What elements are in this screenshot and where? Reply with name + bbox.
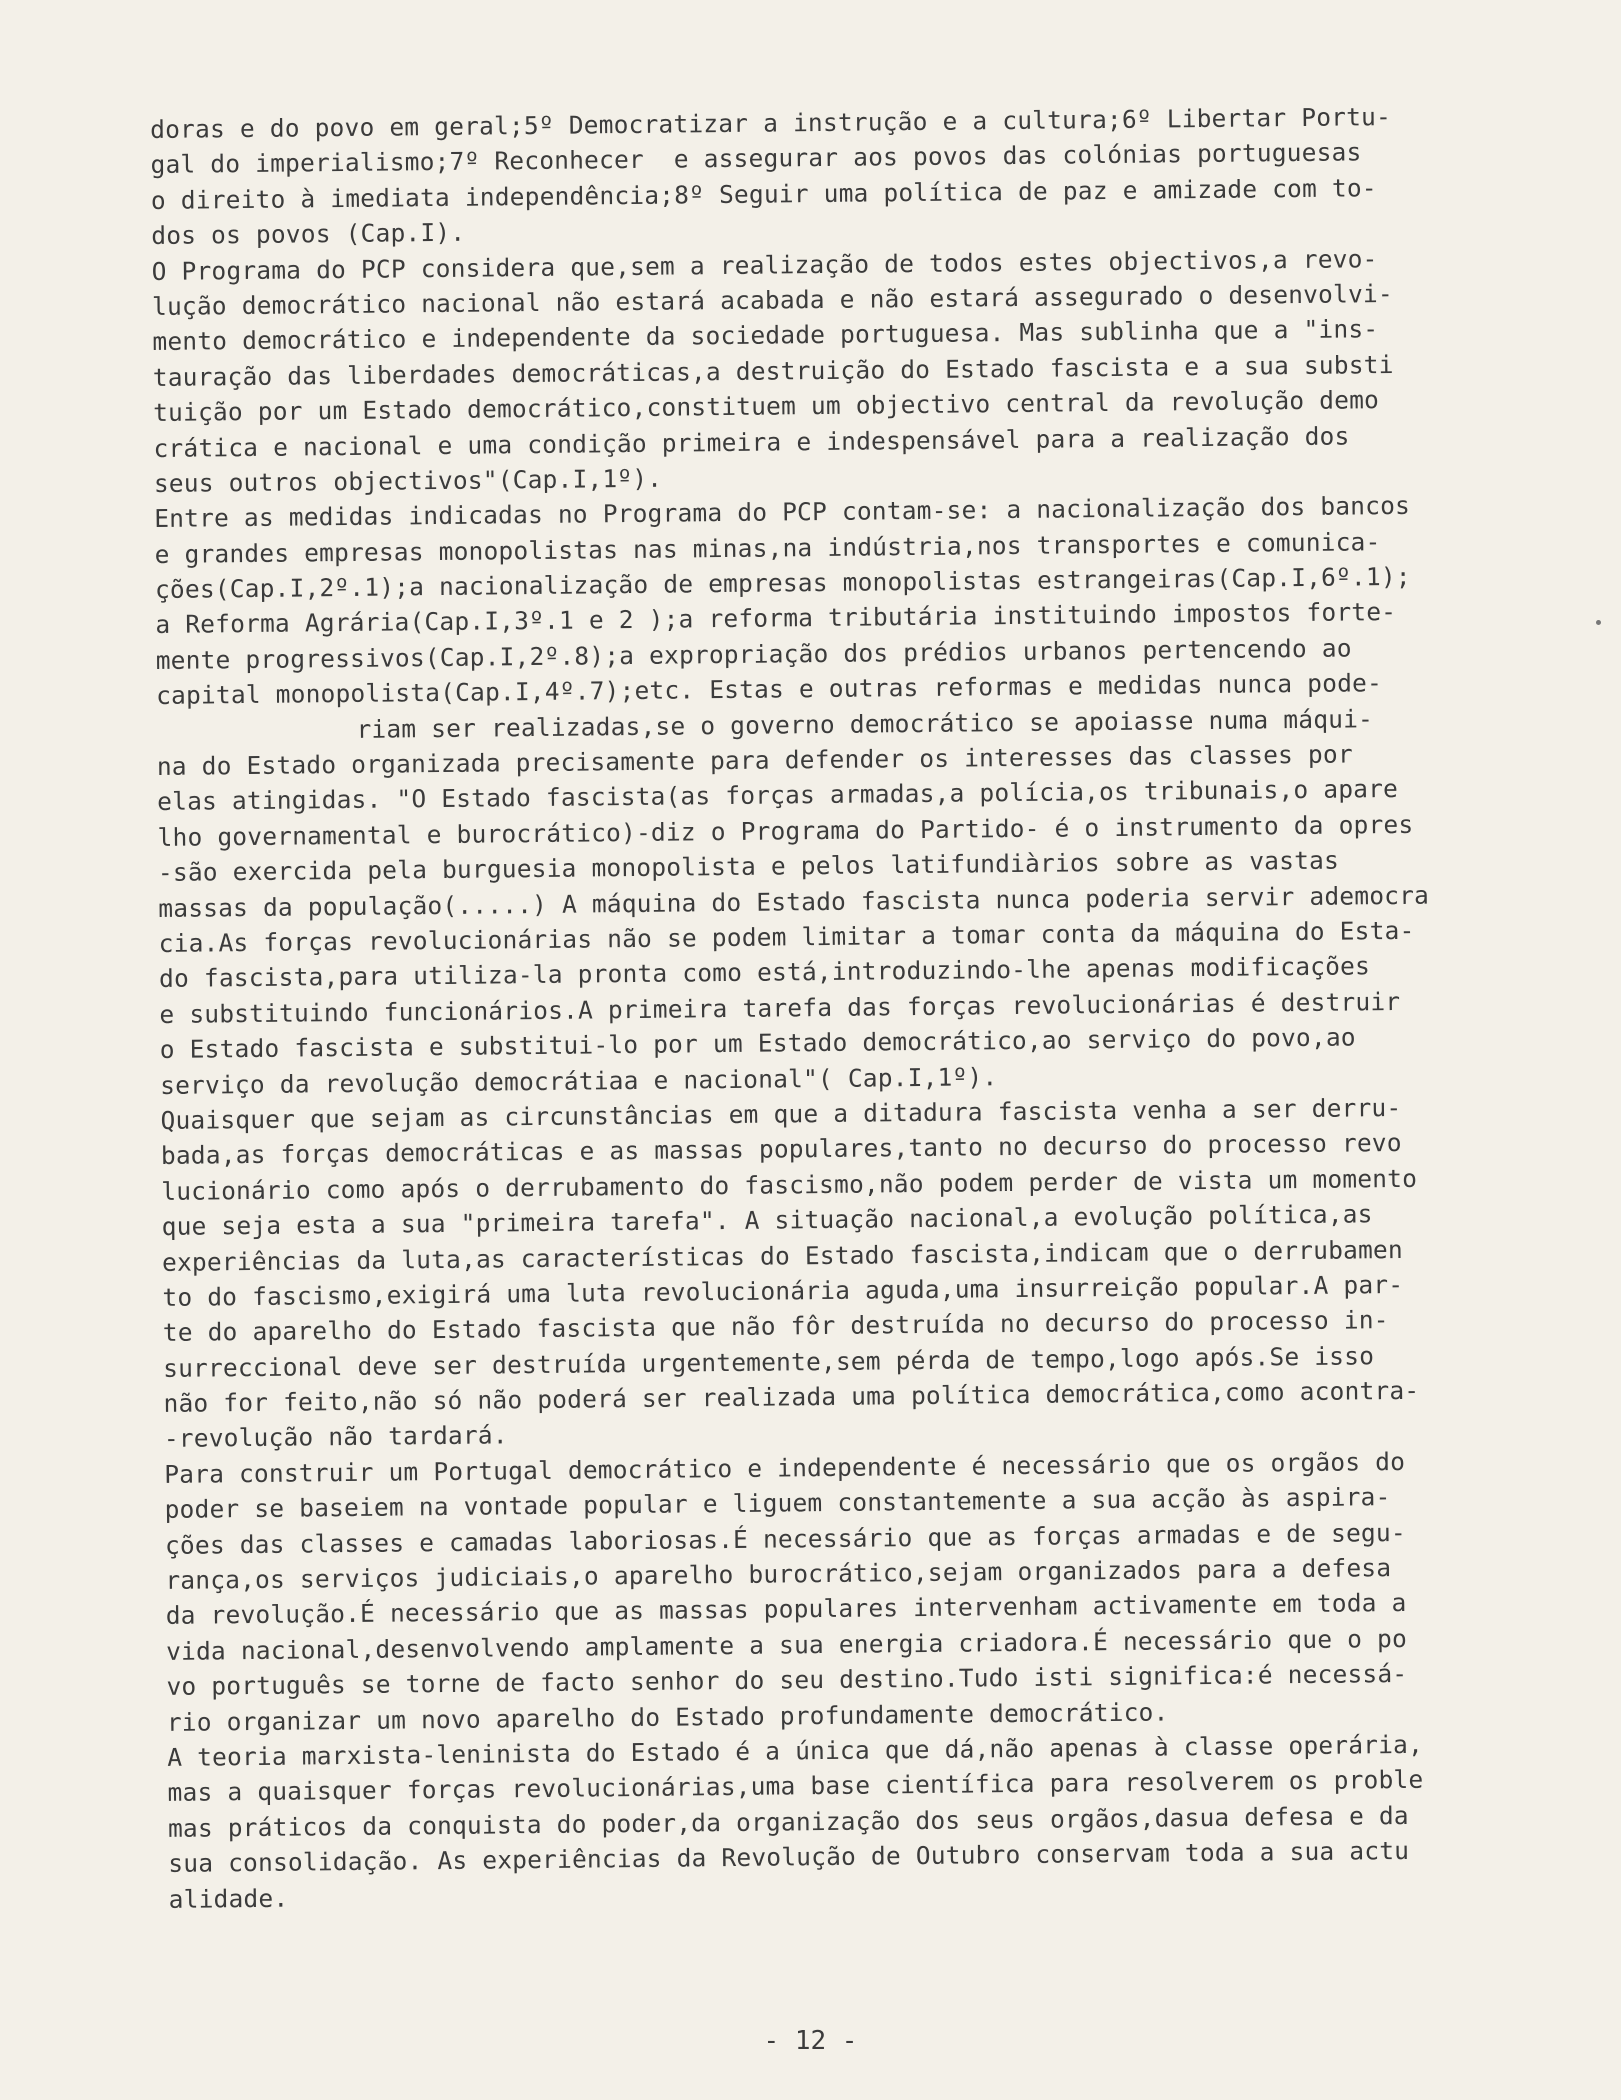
text-line: te do aparelho do Estado fascista que não fôr destruída no decurso do processo in-	[162, 1305, 1389, 1348]
text-line: Quaisquer que sejam as circunstâncias em que a ditadura fascista venha a ser derru-	[160, 1092, 1402, 1135]
text-line: serviço da revolução democrátiaa e nacional"( Cap.I,1º).	[160, 1061, 998, 1100]
text-line: riam ser realizadas,se o governo democrático se apoiasse numa máqui-	[356, 703, 1374, 744]
text-line: -são exercida pela burguesia monopolista e pelos latifundiàrios sobre as vastas	[157, 845, 1340, 888]
text-line: o direito à imediata independência;8º Seguir uma política de paz e amizade com to-	[150, 172, 1377, 215]
text-line: capital monopolista(Cap.I,4º.7);etc. Estas e outras reformas e medidas nunca pode-	[155, 668, 1383, 711]
text-line: vida nacional,desenvolvendo amplamente a sua energia criadora.É necessário que o po	[165, 1623, 1408, 1666]
text-line: Para construir um Portugal democrático e independente é necessário que os orgãos do	[164, 1446, 1406, 1489]
text-line: elas atingidas. "O Estado fascista(as forças armadas,a polícia,os tribunais,o apare	[157, 774, 1399, 817]
paper-speck	[1596, 620, 1601, 625]
text-line: ções(Cap.I,2º.1);a nacionalização de empresas monopolistas estrangeiras(Cap.I,6º.1);	[154, 561, 1411, 605]
text-line: mento democrático e independente da sociedade portuguesa. Mas sublinha que a "ins-	[152, 314, 1379, 357]
text-line: mente progressivos(Cap.I,2º.8);a expropriação dos prédios urbanos pertencendo ao	[155, 633, 1352, 675]
page-number: - 12 -	[763, 2026, 858, 2056]
text-line: a Reforma Agrária(Cap.I,3º.1 e 2 );a reforma tributária instituindo impostos forte-	[155, 597, 1397, 640]
text-line: vo português se torne de facto senhor do seu destino.Tudo isti significa:é necessá-	[166, 1659, 1408, 1702]
text-line: sua consolidação. As experiências da Revolução de Outubro conservam toda a sua actu	[168, 1836, 1410, 1879]
text-line: que seja esta a sua "primeira tarefa". A situação nacional,a evolução política,as	[161, 1199, 1373, 1242]
text-line: -revolução não tardará.	[163, 1420, 508, 1454]
text-line: crática e nacional e uma condição primeira e indespensável para a realização dos	[153, 420, 1350, 463]
text-line: e substituindo funcionários.A primeira tarefa das forças revolucionárias é destruir	[159, 986, 1401, 1029]
text-line: alidade.	[168, 1883, 289, 1914]
text-line: rança,os serviços judiciais,o aparelho burocrático,sejam organizados para a defesa	[165, 1553, 1392, 1595]
text-line: na do Estado organizada precisamente para defender os interesses das classes por	[156, 739, 1353, 781]
text-line: o Estado fascista e substitui-lo por um Estado democrático,ao serviço do povo,ao	[159, 1022, 1356, 1065]
text-line: tuição por um Estado democrático,constituem um objectivo central da revolução demo	[152, 385, 1380, 428]
text-line: O Programa do PCP considera que,sem a realização de todos estes objectivos,a revo-	[151, 243, 1378, 286]
text-line: lução democrático nacional não estará acabada e não estará assegurado o desenvolvi-	[151, 278, 1393, 321]
text-line: Entre as medidas indicadas no Programa do PCP contam-se: a nacionalização dos bancos	[154, 491, 1411, 534]
text-line: ções das classes e camadas laboriosas.É necessário que as forças armadas e de segu-	[164, 1517, 1406, 1560]
text-line: lho governamental e burocrático)-diz o Programa do Partido- é o instrumento da opres	[157, 809, 1414, 852]
text-line: massas da população(.....) A máquina do Estado fascista nunca poderia servir ademocra	[158, 880, 1430, 923]
text-line: surreccional deve ser destruída urgentemente,sem pérda de tempo,logo após.Se isso	[163, 1340, 1375, 1383]
text-line: gal do imperialismo;7º Reconhecer e assegurar aos povos das colónias portuguesas	[150, 137, 1362, 180]
text-line: doras e do povo em geral;5º Democratizar a instrução e a cultura;6º Libertar Portu-	[150, 102, 1392, 144]
text-line: A teoria marxista-leninista do Estado é a única que dá,não apenas à classe operária,	[167, 1729, 1424, 1772]
text-line: to do fascismo,exigirá uma luta revolucionária aguda,uma insurreição popular.A par-	[162, 1269, 1404, 1312]
text-line: e grandes empresas monopolistas nas minas,na indústria,nos transportes e comunica-	[154, 526, 1381, 569]
text-line: rio organizar um novo aparelho do Estado profundamente democrático.	[166, 1697, 1169, 1737]
text-line: tauração das liberdades democráticas,a destruição do Estado fascista e a sua substi	[152, 349, 1394, 392]
text-line: da revolução.É necessário que as massas populares intervenham activamente em toda a	[165, 1588, 1407, 1631]
text-line: mas a quaisquer forças revolucionárias,uma base científica para resolverem os proble	[167, 1765, 1424, 1808]
text-line: cia.As forças revolucionárias não se podem limitar a tomar conta da máquina do Esta-	[158, 915, 1415, 958]
body-text	[150, 98, 1499, 1917]
text-line: seus outros objectivos"(Cap.I,1º).	[153, 463, 663, 498]
text-line: bada,as forças democráticas e as massas populares,tanto no decurso do processo revo	[160, 1128, 1402, 1171]
text-line: experiências da luta,as características do Estado fascista,indicam que o derrubamen	[161, 1234, 1404, 1277]
text-line: mas práticos da conquista do poder,da organização dos seus orgãos,dasua defesa e da	[167, 1800, 1409, 1843]
text-line: dos os povos (Cap.I).	[151, 217, 466, 251]
text-line: lucionário como após o derrubamento do fascismo,não podem perder de vista um momento	[161, 1163, 1418, 1206]
text-line: poder se baseiem na vontade popular e liguem constantemente a sua acção às aspira-	[164, 1482, 1391, 1525]
text-line: do fascista,para utiliza-la pronta como está,introduzindo-lhe apenas modificações	[158, 951, 1371, 994]
text-line: não for feito,não só não poderá ser realizada uma política democrática,como acontra-	[163, 1375, 1420, 1418]
